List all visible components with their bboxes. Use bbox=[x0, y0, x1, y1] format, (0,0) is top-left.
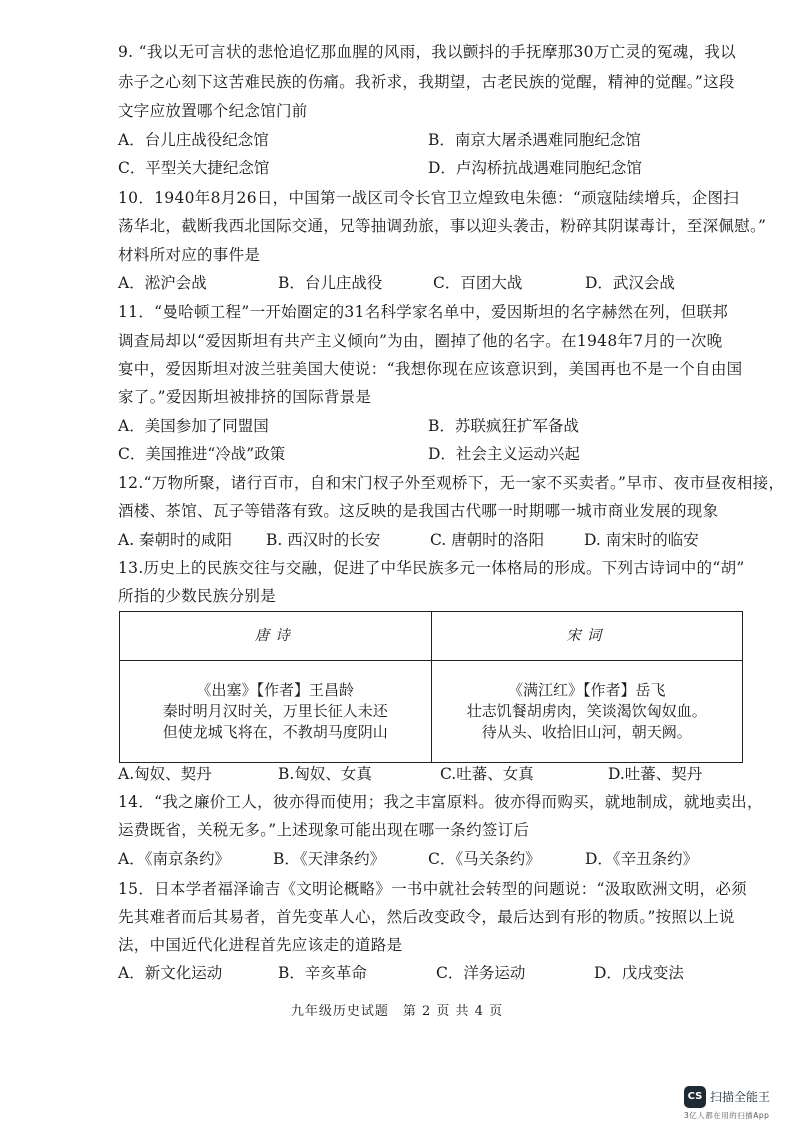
q14-option-d[interactable]: D．《辛丑条约》 bbox=[585, 850, 699, 868]
poem-song-line-1: 壮志饥餐胡虏肉，笑谈渴饮匈奴血。 bbox=[466, 702, 707, 720]
q11-options-row-1 bbox=[118, 414, 746, 438]
q11-option-c[interactable]: C．美国推进“冷战”政策 bbox=[118, 445, 286, 463]
q9-line-1: 9. “我以无可言状的悲怆追忆那血腥的风雨，我以颤抖的手抚摩那30万亡灵的冤魂，我以 bbox=[118, 43, 736, 61]
q9-option-a[interactable]: A．台儿庄战役纪念馆 bbox=[118, 131, 269, 149]
q11-option-a[interactable]: A．美国参加了同盟国 bbox=[118, 417, 269, 435]
q10-options bbox=[118, 271, 746, 295]
q12-line-2: 酒楼、茶馆、瓦子等错落有致。这反映的是我国古代哪一时期哪一城市商业发展的现象 bbox=[118, 502, 719, 520]
q9-option-c[interactable]: C．平型关大捷纪念馆 bbox=[118, 159, 270, 177]
q13-line-1: 13.历史上的民族交往与交融，促进了中华民族多元一体格局的形成。下列古诗词中的“胡” bbox=[118, 559, 745, 577]
q14-options bbox=[118, 847, 746, 871]
scanner-app-name: 扫描全能王 bbox=[710, 1090, 771, 1104]
q15-option-c[interactable]: C．洋务运动 bbox=[436, 964, 526, 982]
q10-option-d[interactable]: D．武汉会战 bbox=[585, 274, 675, 292]
q14-line-2: 运费既省，关税无多。”上述现象可能出现在哪一条约签订后 bbox=[118, 821, 530, 839]
q9-option-d[interactable]: D．卢沟桥抗战遇难同胞纪念馆 bbox=[428, 159, 642, 177]
q13-options bbox=[118, 762, 746, 786]
poem-cell-song bbox=[431, 661, 743, 763]
q11-option-b[interactable]: B．苏联疯狂扩军备战 bbox=[428, 417, 579, 435]
q12-option-d[interactable]: D. 南宋时的临安 bbox=[584, 531, 699, 549]
q15-options bbox=[118, 961, 746, 985]
q11-line-4: 家了。”爱因斯坦被排挤的国际背景是 bbox=[118, 388, 372, 406]
q12-options bbox=[118, 528, 746, 552]
poem-header-tang: 唐诗 bbox=[120, 612, 432, 661]
poem-table bbox=[119, 611, 743, 763]
q11-line-1: 11．“曼哈顿工程”一开始圈定的31名科学家名单中，爱因斯坦的名字赫然在列，但联邦 bbox=[118, 303, 729, 321]
q10-line-2: 荡华北，截断我西北国际交通，兄等抽调劲旅，事以迎头袭击，粉碎其阴谋毒计，至深佩慰。” bbox=[118, 217, 767, 235]
q11-line-2: 调查局却以“爱因斯坦有共产主义倾向”为由，圈掉了他的名字。在1948年7月的一次晚 bbox=[118, 332, 723, 350]
q13-option-a[interactable]: A.匈奴、契丹 bbox=[118, 765, 212, 783]
q10-option-c[interactable]: C．百团大战 bbox=[433, 274, 523, 292]
q14-line-1: 14．“我之廉价工人，彼亦得而使用；我之丰富原料。彼亦得而购买，就地制成，就地卖出， bbox=[118, 793, 763, 811]
poem-header-song: 宋词 bbox=[431, 612, 743, 661]
q10-option-b[interactable]: B．台儿庄战役 bbox=[278, 274, 383, 292]
q15-line-3: 法，中国近代化进程首先应该走的道路是 bbox=[118, 936, 403, 954]
q12-option-c[interactable]: C. 唐朝时的洛阳 bbox=[430, 531, 545, 549]
q14-option-a[interactable]: A．《南京条约》 bbox=[118, 850, 230, 868]
q9-options-row-1 bbox=[118, 128, 746, 152]
q12-option-a[interactable]: A. 秦朝时的咸阳 bbox=[118, 531, 233, 549]
q14-option-c[interactable]: C．《马关条约》 bbox=[428, 850, 541, 868]
q15-line-2: 先其难者而后其易者，首先变革人心，然后改变政令，最后达到有形的物质。”按照以上说 bbox=[118, 908, 735, 926]
q15-option-b[interactable]: B．辛亥革命 bbox=[278, 964, 367, 982]
q9-line-2: 赤子之心刻下这苦难民族的伤痛。我祈求，我期望，古老民族的觉醒，精神的觉醒。”这段 bbox=[118, 73, 735, 91]
q13-option-d[interactable]: D.吐蕃、契丹 bbox=[608, 765, 703, 783]
q13-option-b[interactable]: B.匈奴、女真 bbox=[278, 765, 372, 783]
camscanner-logo-icon: CS bbox=[684, 1086, 706, 1108]
q11-line-3: 宴中，爱因斯坦对波兰驻美国大使说：“我想你现在应该意识到，美国再也不是一个自由国 bbox=[118, 360, 743, 378]
poem-tang-line-2: 但使龙城飞将在，不教胡马度阴山 bbox=[162, 723, 388, 741]
q10-option-a[interactable]: A．淞沪会战 bbox=[118, 274, 207, 292]
q13-option-c[interactable]: C.吐蕃、女真 bbox=[440, 765, 534, 783]
poem-cell-tang bbox=[120, 661, 432, 763]
poem-tang-line-1: 秦时明月汉时关，万里长征人未还 bbox=[162, 702, 388, 720]
q15-option-a[interactable]: A．新文化运动 bbox=[118, 964, 223, 982]
q9-option-b[interactable]: B．南京大屠杀遇难同胞纪念馆 bbox=[428, 131, 641, 149]
poem-tang-title: 《出塞》【作者】王昌龄 bbox=[196, 681, 354, 699]
q9-line-3: 文字应放置哪个纪念馆门前 bbox=[118, 102, 308, 120]
poem-song-title: 《满江红》【作者】岳飞 bbox=[507, 681, 666, 699]
q15-line-1: 15．日本学者福泽谕吉《文明论概略》一书中就社会转型的问题说：“汲取欧洲文明，必须 bbox=[118, 880, 747, 898]
q12-line-1: 12.“万物所聚，诸行百市，自和宋门杈子外至观桥下，无一家不买卖者。”早市、夜市昼夜相接， bbox=[118, 474, 785, 492]
q9-options-row-2 bbox=[118, 156, 746, 180]
scanner-tagline: 3亿人都在用的扫描App bbox=[684, 1111, 770, 1120]
q14-option-b[interactable]: B．《天津条约》 bbox=[273, 850, 386, 868]
poem-song-line-2: 待从头、收拾旧山河，朝天阙。 bbox=[481, 723, 692, 741]
q11-options-row-2 bbox=[118, 442, 746, 466]
q15-option-d[interactable]: D．戊戌变法 bbox=[594, 964, 684, 982]
q11-option-d[interactable]: D．社会主义运动兴起 bbox=[428, 445, 580, 463]
q10-line-3: 材料所对应的事件是 bbox=[118, 246, 261, 264]
scanner-badge bbox=[684, 1086, 784, 1122]
page-footer: 九年级历史试题 第 2 页 共 4 页 bbox=[290, 1004, 504, 1019]
q10-line-1: 10．1940年8月26日，中国第一战区司令长官卫立煌致电朱德：“顽寇陆续增兵，企图扫 bbox=[118, 189, 740, 207]
q12-option-b[interactable]: B. 西汉时的长安 bbox=[266, 531, 381, 549]
q13-line-2: 所指的少数民族分别是 bbox=[118, 587, 277, 605]
